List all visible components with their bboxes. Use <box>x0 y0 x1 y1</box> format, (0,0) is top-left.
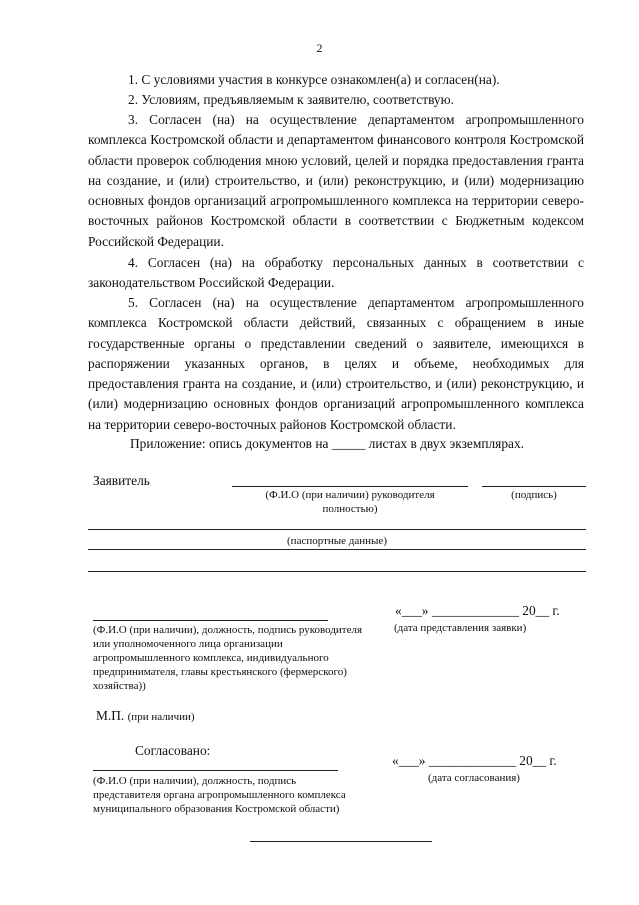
passport-line-3 <box>88 571 586 572</box>
passport-line-2 <box>88 549 586 550</box>
applicant-label: Заявитель <box>93 473 150 488</box>
passport-caption: (паспортные данные) <box>287 535 387 547</box>
paragraph-2: 2. Условиям, предъявляемым к заявителю, соответствую. <box>128 92 454 107</box>
stamp-line: М.П. (при наличии) <box>96 708 195 723</box>
applicant-signature-line <box>482 486 586 487</box>
approval-date: «___» _____________ 20__ г. <box>392 753 557 768</box>
approval-line <box>93 770 338 771</box>
approval-label: Согласовано: <box>135 743 211 758</box>
appendix-line: Приложение: опись документов на _____ листах в двух экземплярах. <box>130 436 525 451</box>
applicant-signature-caption: (подпись) <box>511 489 557 501</box>
passport-line <box>88 529 586 530</box>
paragraph-5: 5. Согласен (на) на осуществление департаментом агропромышленного комплекса Костромской области действий, связанных с обращением в иные государственные органы о представлении сведений о заявителе, имеющихся в распоряжении указанных органов, в целях и объеме, необходимых для предоставления гранта на создание, и (или) строительство, и (или) реконструкцию, и (или) модернизацию основных фондов организаций агропромышленного комплекса на территории северо-восточных районов Костромской области. <box>88 295 584 432</box>
page-number: 2 <box>316 41 323 55</box>
appendix-pages-blank: _____ <box>331 436 366 451</box>
paragraph-3: 3. Согласен (на) на осуществление департаментом агропромышленного комплекса Костромской области и департаментом финансового контроля Костромской области проверок соблюдения мною условий, целей и порядка предоставления гранта на создание, и (или) строительство, и (или) реконструкцию, и (или) модернизацию основных фондов организаций агропромышленного комплекса на территории северо-восточных районов Костромской области в соответствии с Бюджетным кодексом Российской Федерации. <box>88 112 584 249</box>
bottom-rule <box>250 841 432 842</box>
applicant-name-caption: (Ф.И.О (при наличии) руководителя полностью) <box>265 489 435 515</box>
signer-caption: (Ф.И.О (при наличии), должность, подпись руководителя или уполномоченного лица организации агропромышленного комплекса, индивидуального предпринимателя, главы крестьянского (фермерского) хозяйства)) <box>93 624 363 692</box>
signer-line <box>93 620 328 621</box>
paragraph-4: 4. Согласен (на) на обработку персональных данных в соответствии с законодательством Российской Федерации. <box>88 255 584 291</box>
submission-date: «___» _____________ 20__ г. <box>395 603 560 618</box>
approval-caption: (Ф.И.О (при наличии), должность, подпись представителя органа агропромышленного комплекса муниципального образования Костромской области) <box>93 775 346 815</box>
applicant-name-line <box>232 486 468 487</box>
submission-date-caption: (дата представления заявки) <box>394 622 527 634</box>
approval-date-caption: (дата согласования) <box>428 772 520 784</box>
paragraph-1: 1. С условиями участия в конкурсе ознакомлен(а) и согласен(на). <box>128 72 500 87</box>
